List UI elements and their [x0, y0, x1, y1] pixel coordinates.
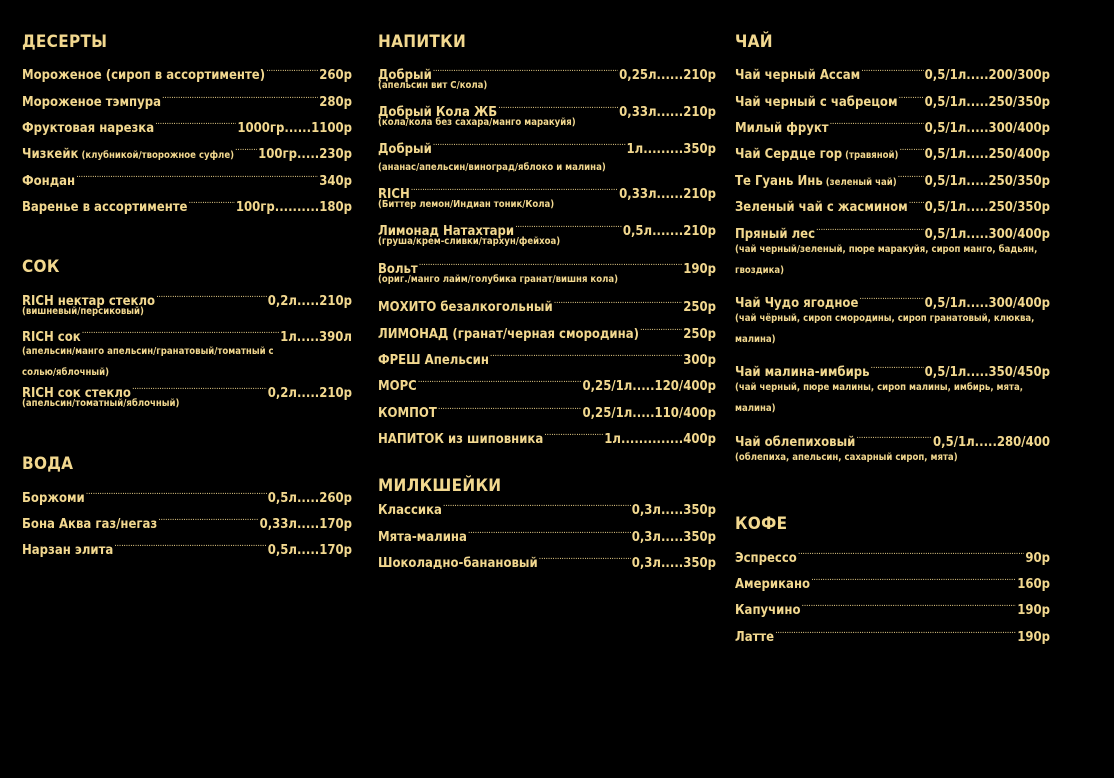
- item-description: (чай черный, пюре малины, сироп малины, имбирь, мята, малина): [735, 382, 1023, 414]
- menu-item: [735, 116, 1050, 136]
- menu-item: [378, 137, 716, 173]
- item-price: 260р: [319, 68, 352, 83]
- item-name: ФРЕШ Апельсин: [378, 353, 489, 368]
- menu-item: [735, 291, 1050, 350]
- menu-item: [378, 427, 716, 447]
- item-name: RICH: [378, 187, 410, 202]
- item-description: (ананас/апельсин/виноград/яблоко и малина): [378, 162, 606, 173]
- menu-item: [735, 625, 1050, 645]
- item-price: 100гр.....230р: [258, 147, 352, 162]
- menu-item: [378, 182, 716, 210]
- item-price: 0,3л.....350р: [631, 503, 716, 518]
- item-name: Классика: [378, 503, 442, 518]
- item-price: 0,5л.....260р: [267, 491, 352, 506]
- item-description: (облепиха, апельсин, сахарный сироп, мята): [735, 452, 958, 463]
- item-name: Мята-малина: [378, 530, 467, 545]
- item-name: Вольт: [378, 262, 418, 277]
- item-price: 190р: [1017, 603, 1050, 618]
- item-price: 0,5л.....170р: [267, 543, 352, 558]
- item-note: (клубникой/творожное суфле): [81, 150, 235, 161]
- item-name: МОХИТО безалкогольный: [378, 300, 553, 315]
- item-name: КОМПОТ: [378, 406, 437, 421]
- item-name: Добрый Кола ЖБ: [378, 105, 498, 120]
- item-price: 0,33л......210р: [619, 105, 716, 120]
- item-description: (вишневый/персиковый): [22, 306, 144, 317]
- item-price: 340р: [319, 174, 352, 189]
- item-name: Добрый: [378, 142, 432, 157]
- menu-item: [22, 381, 352, 409]
- item-price: 0,25л......210р: [619, 68, 716, 83]
- item-price: 160р: [1017, 577, 1050, 592]
- item-price: 0,5/1л.....250/350р: [924, 174, 1050, 189]
- item-price: 0,33л......210р: [619, 187, 716, 202]
- item-price: 0,5/1л.....350/450р: [924, 365, 1050, 380]
- item-name: Варенье в ассортименте: [22, 200, 188, 215]
- item-description: (чай чёрный, сироп смородины, сироп гранатовый, клюква, малина): [735, 313, 1035, 345]
- menu-item: [22, 486, 352, 506]
- item-name: Те Гуань Инь: [735, 174, 823, 189]
- item-name: МОРС: [378, 379, 417, 394]
- item-name: ЛИМОНАД (гранат/черная смородина): [378, 327, 639, 342]
- item-name: Фондан: [22, 174, 76, 189]
- section-title: КОФЕ: [735, 514, 788, 534]
- menu-item: [22, 512, 352, 532]
- item-name: Чай Сердце гор: [735, 147, 843, 162]
- item-price: 250р: [683, 327, 716, 342]
- item-price: 0,3л.....350р: [631, 556, 716, 571]
- item-price: 1000гр......1100р: [237, 121, 352, 136]
- menu-item: [378, 348, 716, 368]
- item-name: Американо: [735, 577, 811, 592]
- item-description: (апельсин/манго апельсин/гранатовый/томатный с солью/яблочный): [22, 346, 274, 378]
- menu-item: [735, 598, 1050, 618]
- item-name: Лимонад Натахтари: [378, 224, 515, 239]
- item-price: 190р: [683, 262, 716, 277]
- menu-item: [22, 63, 352, 83]
- item-name: Чай Чудо ягодное: [735, 296, 859, 311]
- item-description: (чай черный/зеленый, пюре маракуйя, сироп манго, бадьян, гвоздика): [735, 244, 1038, 276]
- item-name: Чай черный с чабрецом: [735, 95, 898, 110]
- menu-item: [735, 142, 1050, 162]
- item-price: 0,2л.....210р: [267, 386, 352, 401]
- section-title: ЧАЙ: [735, 32, 773, 52]
- item-note: (травяной): [845, 150, 899, 161]
- item-price: 0,5/1л.....300/400р: [924, 296, 1050, 311]
- item-name: Мороженое тэмпура: [22, 95, 162, 110]
- menu-item: [378, 257, 716, 285]
- item-name: НАПИТОК из шиповника: [378, 432, 544, 447]
- item-price: 190р: [1017, 630, 1050, 645]
- section-title: ДЕСЕРТЫ: [22, 32, 108, 52]
- item-price: 0,5л.......210р: [622, 224, 716, 239]
- item-price: 0,2л.....210р: [267, 294, 352, 309]
- item-note: (зеленый чай): [825, 177, 897, 188]
- item-price: 0,5/1л.....250/350р: [924, 200, 1050, 215]
- item-name: Капучино: [735, 603, 801, 618]
- item-price: 0,25/1л.....110/400р: [582, 406, 716, 421]
- item-name: Шоколадно-банановый: [378, 556, 538, 571]
- menu-item: [378, 498, 716, 518]
- menu-item: [378, 374, 716, 394]
- item-description: (ориг./манго лайм/голубика гранат/вишня кола): [378, 274, 619, 285]
- menu-item: [735, 195, 1050, 215]
- menu-item: [22, 195, 352, 215]
- item-price: 0,5/1л.....280/400: [932, 435, 1050, 450]
- section-title: ВОДА: [22, 454, 74, 474]
- item-name: Фруктовая нарезка: [22, 121, 155, 136]
- menu-item: [378, 295, 716, 315]
- menu-item: [378, 322, 716, 342]
- menu-item: [22, 90, 352, 110]
- item-name: RICH сок: [22, 330, 81, 345]
- item-price: 1л.....390л: [280, 330, 352, 345]
- item-price: 0,3л.....350р: [631, 530, 716, 545]
- section-title: МИЛКШЕЙКИ: [378, 476, 502, 496]
- item-price: 0,25/1л.....120/400р: [582, 379, 716, 394]
- menu-item: [22, 169, 352, 189]
- item-price: 1л..............400р: [604, 432, 716, 447]
- menu-item: [22, 116, 352, 136]
- menu-item: [378, 551, 716, 571]
- item-price: 250р: [683, 300, 716, 315]
- item-description: (кола/кола без сахара/манго маракуйя): [378, 117, 576, 128]
- item-price: 90р: [1025, 551, 1050, 566]
- item-price: 100гр..........180р: [235, 200, 352, 215]
- item-name: Чай малина-имбирь: [735, 365, 870, 380]
- item-name: RICH сок стекло: [22, 386, 131, 401]
- menu-item: [378, 100, 716, 128]
- item-name: RICH нектар стекло: [22, 294, 156, 309]
- menu-item: [22, 142, 352, 162]
- item-name: Латте: [735, 630, 775, 645]
- item-name: Нарзан элита: [22, 543, 114, 558]
- menu-item: [735, 169, 1050, 189]
- item-price: 1л.........350р: [626, 142, 716, 157]
- menu-item: [735, 360, 1050, 419]
- menu-item: [22, 325, 352, 383]
- item-name: Мороженое (сироп в ассортименте): [22, 68, 266, 83]
- item-price: 280р: [319, 95, 352, 110]
- menu-item: [378, 525, 716, 545]
- item-price: 0,33л.....170р: [259, 517, 352, 532]
- item-price: 0,5/1л.....200/300р: [924, 68, 1050, 83]
- item-description: (апельсин/томатный/яблочный): [22, 398, 180, 409]
- item-price: 0,5/1л.....250/400р: [924, 147, 1050, 162]
- section-title: НАПИТКИ: [378, 32, 467, 52]
- menu-item: [378, 401, 716, 421]
- item-name: Пряный лес: [735, 227, 816, 242]
- section-title: СОК: [22, 257, 60, 277]
- item-name: Чай облепиховый: [735, 435, 856, 450]
- item-name: Эспрессо: [735, 551, 797, 566]
- item-name: Добрый: [378, 68, 432, 83]
- menu-item: [735, 63, 1050, 83]
- menu-item: [735, 222, 1050, 281]
- item-description: (апельсин вит С/кола): [378, 80, 488, 91]
- item-name: Чай черный Ассам: [735, 68, 861, 83]
- item-price: 0,5/1л.....300/400р: [924, 227, 1050, 242]
- menu-item: [735, 546, 1050, 566]
- item-name: Милый фрукт: [735, 121, 829, 136]
- item-name: Чизкейк: [22, 147, 79, 162]
- menu-item: [378, 63, 716, 91]
- menu-item: [735, 572, 1050, 592]
- item-description: (Биттер лемон/Индиан тоник/Кола): [378, 199, 555, 210]
- item-price: 300р: [683, 353, 716, 368]
- menu-item: [22, 538, 352, 558]
- menu-item: [735, 430, 1050, 468]
- item-name: Зеленый чай с жасмином: [735, 200, 908, 215]
- item-price: 0,5/1л.....250/350р: [924, 95, 1050, 110]
- menu-item: [378, 219, 716, 247]
- item-price: 0,5/1л.....300/400р: [924, 121, 1050, 136]
- item-name: Бона Аква газ/негаз: [22, 517, 158, 532]
- menu-item: [22, 289, 352, 317]
- item-name: Боржоми: [22, 491, 85, 506]
- menu-item: [735, 90, 1050, 110]
- item-description: (груша/крем-сливки/тархун/фейхоа): [378, 236, 561, 247]
